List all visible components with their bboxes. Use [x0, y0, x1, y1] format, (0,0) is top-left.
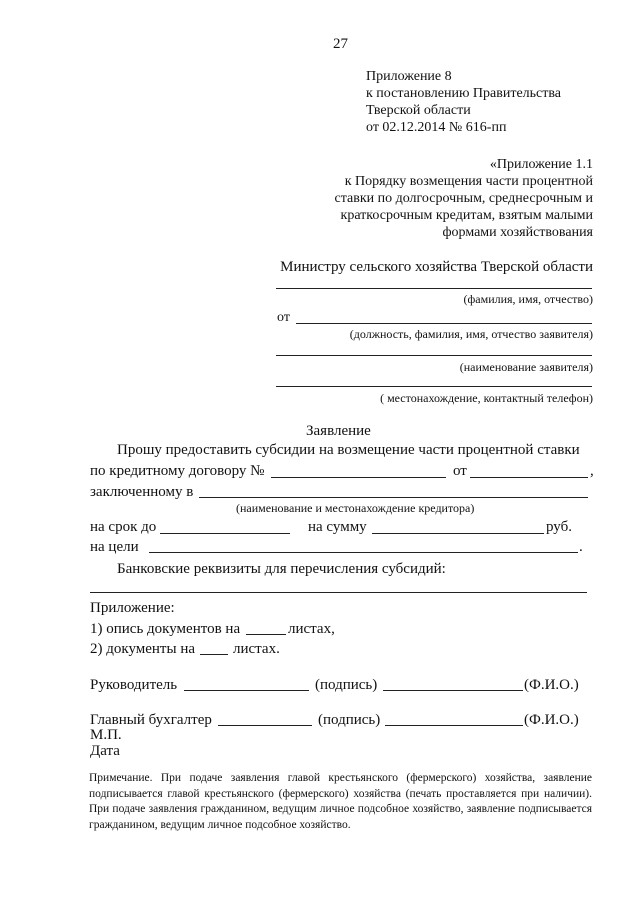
head-signature-line: [184, 690, 309, 691]
appendix11-line5: формами хозяйствования: [442, 225, 593, 240]
page-number: 27: [333, 36, 348, 52]
attachment-item1-line: [246, 634, 286, 635]
accountant-label: Главный бухгалтер: [90, 712, 212, 728]
attachment-item2-a: 2) документы на: [90, 641, 195, 657]
creditor-line: [199, 497, 588, 498]
from-line: [296, 323, 592, 324]
term-line: [160, 533, 290, 534]
bank-line: [90, 592, 587, 593]
head-fio-line: [383, 690, 523, 691]
attachments-title: Приложение:: [90, 600, 175, 616]
fio-line: [276, 288, 592, 289]
contract-label: по кредитному договору №: [90, 463, 265, 479]
stamp-label: М.П.: [90, 727, 122, 743]
concluded-label: заключенному в: [90, 484, 194, 500]
accountant-signature-line: [218, 725, 312, 726]
purpose-line: [149, 552, 578, 553]
location-line: [276, 386, 592, 387]
hint-location-phone: ( местонахождение, контактный телефон): [380, 391, 593, 405]
head-label: Руководитель: [90, 677, 178, 693]
contract-from-label: от: [453, 463, 467, 479]
rub-label: руб.: [546, 519, 572, 535]
contract-number-line: [271, 477, 446, 478]
appendix11-line2: к Порядку возмещения части процентной: [344, 174, 593, 189]
bank-label: Банковские реквизиты для перечисления субсидий:: [117, 561, 446, 577]
applicant-line: [276, 355, 592, 356]
footnote: Примечание. При подаче заявления главой крестьянского (фермерского) хозяйства, заявление подписывается главой крестьянского (фермерского) хозяйства (печать проставляется при наличии). При подаче заявления гражданином, ведущим личное подсобное хозяйство, заявление подписывается гражданином, ведущим личное подсобное хозяйство.: [89, 772, 592, 831]
head-signature-label: (подпись): [315, 677, 378, 693]
hint-creditor: (наименование и местонахождение кредитора): [236, 501, 475, 515]
accountant-signature-label: (подпись): [318, 712, 381, 728]
contract-date-line: [470, 477, 588, 478]
purpose-dot: .: [579, 539, 583, 555]
addressee: Министру сельского хозяйства Тверской области: [280, 259, 593, 275]
hint-fio: (фамилия, имя, отчество): [463, 292, 593, 306]
attachment-item2-b: листах.: [233, 641, 280, 657]
document-title: Заявление: [306, 423, 371, 439]
appendix11-line1: «Приложение 1.1: [489, 157, 593, 172]
date-label: Дата: [90, 743, 120, 759]
appendix8-line1: Приложение 8: [366, 69, 452, 84]
attachment-item2-line: [200, 654, 228, 655]
request-text: Прошу предоставить субсидии на возмещение части процентной ставки: [117, 442, 580, 458]
hint-position-fio: (должность, фамилия, имя, отчество заявителя): [349, 327, 593, 341]
appendix8-line3: Тверской области: [366, 103, 471, 118]
appendix8-line2: к постановлению Правительства: [366, 86, 562, 101]
appendix11-line4: краткосрочным кредитам, взятым малыми: [340, 208, 593, 223]
contract-comma: ,: [590, 463, 594, 479]
from-label: от: [277, 310, 290, 325]
accountant-fio-line: [385, 725, 523, 726]
appendix8-line4: от 02.12.2014 № 616-пп: [366, 120, 507, 135]
purpose-label: на цели: [90, 539, 139, 555]
hint-applicant-name: (наименование заявителя): [459, 360, 593, 374]
appendix11-line3: ставки по долгосрочным, среднесрочным и: [334, 191, 593, 206]
term-label: на срок до: [90, 519, 157, 535]
head-fio-label: (Ф.И.О.): [524, 677, 579, 693]
sum-label: на сумму: [308, 519, 367, 535]
attachment-item1-b: листах,: [288, 621, 335, 637]
attachment-item1-a: 1) опись документов на: [90, 621, 241, 637]
sum-line: [372, 533, 544, 534]
accountant-fio-label: (Ф.И.О.): [524, 712, 579, 728]
